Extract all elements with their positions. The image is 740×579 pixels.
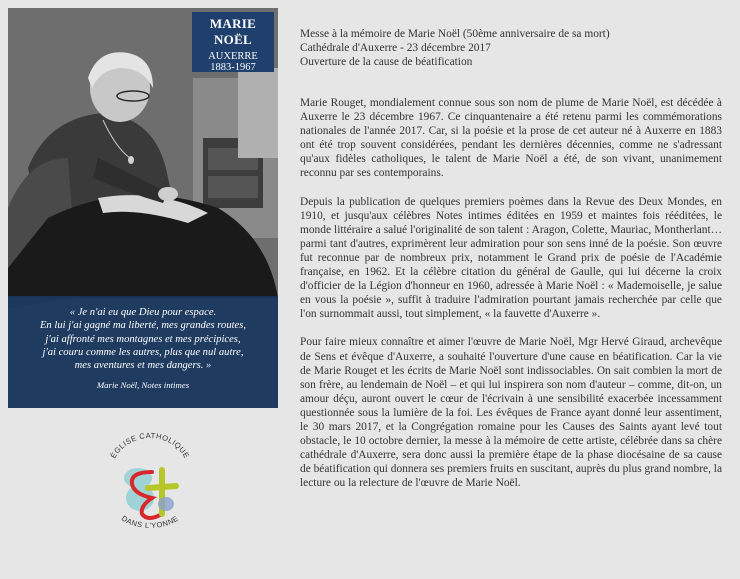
poster-quote — [8, 306, 278, 372]
article-paragraph: Depuis la publication de quelques premiers poèmes dans la Revue des Deux Mondes, en 1910, et jusqu'aux célèbres Notes intimes éditées en 1959 et maintes fois rééditées, le monde littéraire a salué l'originalité de son talent : Aragon, Colette, Mauriac, Montherlant… parmi tant d'autres, exprimèrent leur admiration pour son sens inné de la poésie. Son œuvre fut reconnue par de nombreux prix, notamment le Grand prix de poésie de l'Académie française, en 1962. Et la célèbre citation du général de Gaulle, qui lui décerne la croix d'officier de la Légion d'honneur en 1960, adressée à Marie Noël : « Mademoiselle, je salue en vous la poésie », suffit à traduire l'admiration pourtant jamais recherchée par celle que l'on surnommait aussi, tout simplement, « la fauvette d'Auxerre ». — [300, 195, 722, 321]
poster-title-box — [192, 12, 274, 72]
article-paragraph: Pour faire mieux connaître et aimer l'œuvre de Marie Noël, Mgr Hervé Giraud, archevêque de Sens et évêque d'Auxerre, a souhaité l'ouverture d'une cause en béatification. Car la vie de Marie Rouget et les écrits de Marie Noël sont indissociables. On sait combien la mort de son frère, au lendemain de Noël – et qui lui inspirera son nom d'auteur – comme, dit-on, un amour déçu, auront ouvert le cœur de l'écrivain à une sensibilité exacerbée incessamment questionnée sous la lumière de la foi. Les évêques de France ayant donné leur assentiment, le 30 mars 2017, et la Congrégation romaine pour les Causes des Saints ayant levé tout obstacle, le 10 octobre dernier, la messe à la mémoire de cette artiste, célébrée dans sa chère cathédrale d'Auxerre, sera donc aussi la première étape de la phase diocésaine de sa cause de béatification qui donnera ses premiers fruits en suscitant, auprès du plus grand nombre, la lecture ou la relecture de l'œuvre de Marie Noël. — [300, 336, 722, 490]
poster-title: MARIE NOËL — [209, 16, 257, 47]
svg-text:ÉGLISE CATHOLIQUE — [109, 432, 192, 460]
diocese-logo-graphic — [100, 432, 200, 532]
event-header — [300, 27, 730, 70]
event-title: Messe à la mémoire de Marie Noël (50ème anniversaire de sa mort) — [300, 28, 610, 40]
quote-band — [8, 296, 278, 408]
event-subtitle: Ouverture de la cause de béatification — [300, 56, 473, 69]
poster — [8, 8, 278, 408]
article-paragraph: Marie Rouget, mondialement connue sous son nom de plume de Marie Noël, est décédée à Auxerre le 23 décembre 1967. Ce cinquantenaire a été retenu parmi les commémorations nationales de l'année 2017. Car, si la poésie et la prose de cet auteur né à Auxerre en 1883 ont été trop souvent considérées, pendant les dernières décennies, comme ne s'adressant qu'aux fidèles catholiques, le talent de Marie Noël a été, de son vivant, unanimement reconnu par ses contemporains. — [300, 97, 722, 180]
poster-city: AUXERRE — [208, 51, 258, 62]
quote-line: mes aventures et mes dangers. » — [74, 360, 212, 372]
article-body — [300, 96, 722, 504]
logo-bottom-text: DANS L'YONNE — [119, 513, 181, 530]
quote-line: j'ai couru comme les autres, plus que nul autre, — [42, 346, 244, 358]
diocese-logo — [100, 432, 200, 532]
quote-line: En lui j'ai gagné ma liberté, mes grandes routes, — [39, 320, 247, 332]
logo-top-text: ÉGLISE CATHOLIQUE — [108, 432, 192, 460]
event-location-date: Cathédrale d'Auxerre - 23 décembre 2017 — [300, 42, 491, 55]
quote-source: Marie Noël, Notes intimes — [96, 380, 190, 391]
quote-line: j'ai affronté mes montagnes et mes précipices, — [45, 333, 241, 345]
poster-years: 1883-1967 — [210, 62, 256, 73]
quote-line: « Je n'ai eu que Dieu pour espace. — [69, 307, 217, 318]
